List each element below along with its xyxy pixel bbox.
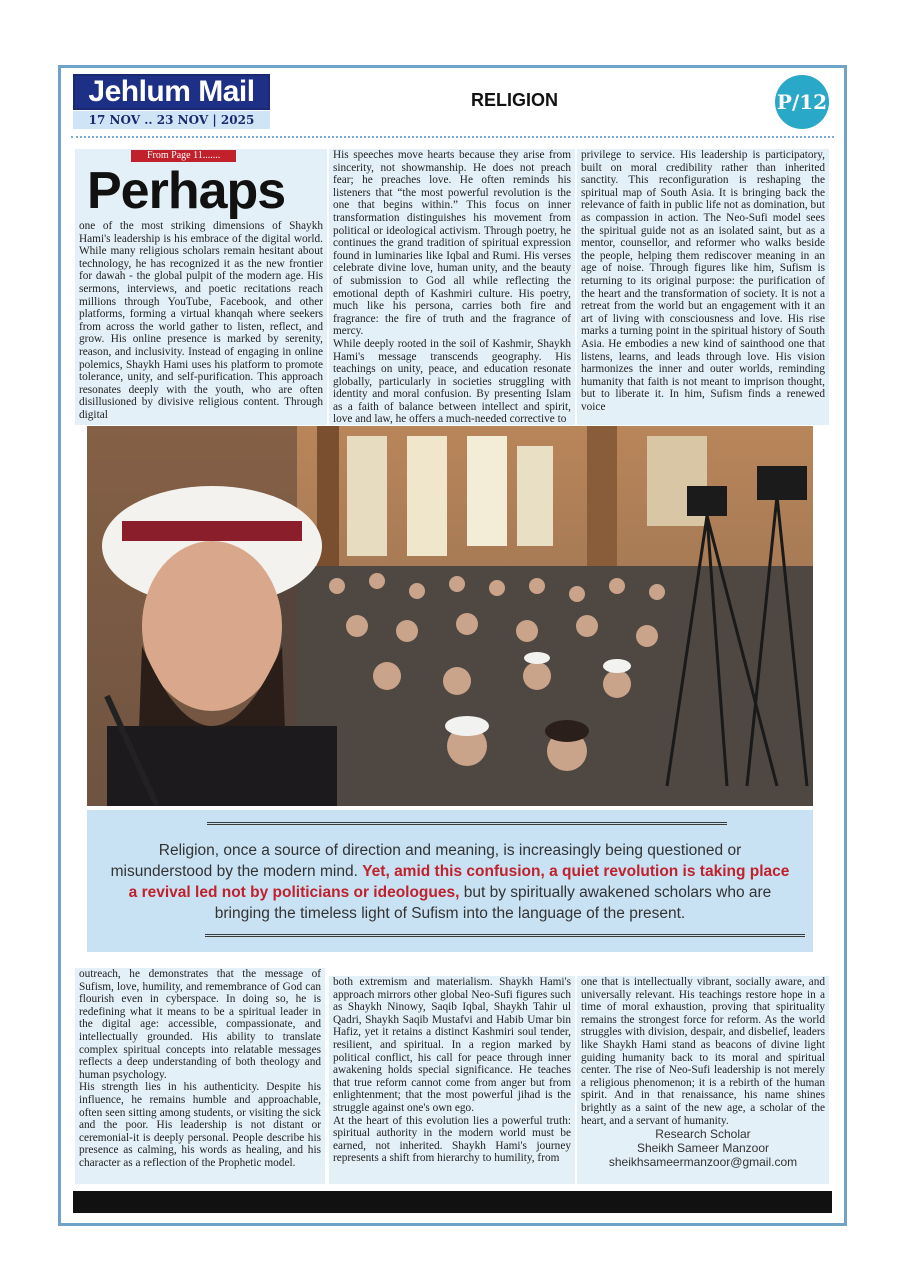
- drop-word-heading: Perhaps: [87, 162, 286, 220]
- article-column-5: [329, 976, 575, 1184]
- author-email: sheikhsameermanzoor@gmail.com: [608, 1155, 798, 1170]
- column-text: His speeches move hearts because they arise from sincerity, not showmanship. He does not preach fear; he preaches love. He often reminds his listeners that “the most powerful revolution is the one that begins within.” This focus on inner transformation distinguishes his movement from political or ideological activism. Through poetry, he continues the grand tradition of spiritual expression found in luminaries like Iqbal and Rumi. His verses celebrate divine love, human unity, and the beauty of submission to God all while reflecting the emotional depth of Kashmiri culture. His poetry, much like his persona, carries both fire and fragrance: the fire of truth and the fragrance of mercy.: [333, 149, 571, 338]
- article-column-3: [577, 149, 829, 425]
- column-text: While deeply rooted in the soil of Kashmir, Shaykh Hami's message transcends geography. His teachings on unity, peace, and education resonate globally, particularly in societies struggling with identity and moral confusion. By presenting Islam as a faith of balance between intellect and spirit, love and law, he offers a much-needed corrective to: [333, 337, 571, 425]
- article-column-4: [75, 968, 325, 1184]
- masthead: [73, 74, 270, 128]
- section-title: RELIGION: [471, 90, 559, 110]
- column-text: At the heart of this evolution lies a powerful truth: spiritual authority in the modern world must be earned, not inherited. Shaykh Hami's journey represents a shift from hierarchy to humility, from: [333, 1114, 571, 1165]
- footer-bar: [73, 1191, 832, 1213]
- article-column-1: [75, 149, 327, 425]
- newspaper-page: [58, 65, 847, 1226]
- author-title: Research Scholar: [655, 1127, 751, 1142]
- header-divider: [71, 136, 834, 138]
- article-column-6: [577, 976, 829, 1184]
- quote-rule-top: [207, 822, 727, 825]
- quote-text-end: but by spiritually awakened scholars who are bringing the timeless light of Sufism into the language of the present.: [214, 884, 772, 922]
- pull-quote-text: [107, 840, 793, 924]
- column-text: one that is intellectually vibrant, socially aware, and universally relevant. His teachings restore hope in a time of moral exhaustion, proving that spirituality remains the strongest force for reform. As the world struggles with division, despair, and disbelief, leaders like Shaykh Hami stand as beacons of divine light guiding humanity back to its moral and spiritual center. The rise of Neo-Sufi leadership is not merely a religious phenomenon; it is a rebirth of the human spirit. And in that renaissance, his name shines brightly as a saint of the new age, a scholar of the heart, and a servant of humanity.: [581, 976, 825, 1127]
- column-text: His strength lies in his authenticity. Despite his influence, he remains humble and approachable, often seen sitting among students, or visiting the sick and the poor. His leadership is not distant or ceremonial-it is deeply personal. People describe his presence as calming, his words as healing, and his character as a reflection of the Prophetic model.: [79, 1081, 321, 1169]
- issue-dateline: 17 NOV .. 23 NOV | 2025: [73, 111, 270, 129]
- quote-text-start: Religion, once a source of direction and meaning, is increasingly being questioned or misunderstood by the modern mind.: [110, 842, 742, 880]
- article-photo: [87, 426, 813, 806]
- author-signature: [581, 1127, 825, 1169]
- author-name: Sheikh Sameer Manzoor: [636, 1141, 770, 1156]
- column-text: both extremism and materialism. Shaykh Hami's approach mirrors other global Neo-Sufi figures such as Shaykh Ninowy, Saqib Iqbal, Shaykh Tahir ul Qadri, Shaykh Saqib Mustafvi and Habib Umar bin Hafiz, yet it retains a distinct Kashmiri soul tender, resilient, and spiritual. In a region marked by political conflict, his call for peace through inner awakening holds special significance. He teaches that true reform cannot come from anger but from enlightenment; that the most powerful jihad is the struggle against one's own ego.: [333, 976, 571, 1114]
- page-number-badge: P/12: [775, 75, 829, 129]
- pull-quote-box: [87, 810, 813, 952]
- column-text: privilege to service. His leadership is participatory, built on moral credibility rather than inherited sanctity. This reconfiguration is reshaping the spiritual map of South Asia. It is bringing back the relevance of faith in public life not as domination, but as compassion in action. The Neo-Sufi model sees the spiritual guide not as an isolated saint, but as a mentor, counsellor, and reformer who walks beside the people, helping them rediscover meaning in an age of noise. Through figures like him, Sufism is returning to its original purpose: the purification of the heart and the transformation of society. It is not a retreat from the world but an engagement with it an art of living with consciousness and love. His rise marks a turning point in the spiritual history of South Asia. He embodies a new kind of sainthood one that listens, learns, and leads through love. His vision harmonizes the inner and outer worlds, reminding humanity that faith is not meant to imprison thought, but to liberate it. In him, Sufism finds a renewed voice: [581, 149, 825, 413]
- photo-illustration: [87, 426, 813, 806]
- continued-from-tag: From Page 11.......: [131, 150, 236, 162]
- column-text: outreach, he demonstrates that the message of Sufism, love, humility, and remembrance of God can flourish even in cyberspace. In doing so, he is redefining what it means to be a spiritual leader in the digital age: accessible, compassionate, and intellectually grounded. His ability to translate complex spiritual concepts into relatable messages reflects a deep understanding of both theology and human psychology.: [79, 968, 321, 1081]
- newspaper-logo: Jehlum Mail: [73, 74, 270, 110]
- quote-highlight: Yet, amid this confusion, a quiet revolution is taking place a revival led not by politicians or ideologues,: [128, 863, 790, 901]
- quote-rule-bottom: [205, 934, 805, 937]
- column-text: one of the most striking dimensions of Shaykh Hami's leadership is his embrace of the digital world. While many religious scholars remain hesitant about technology, he has recognized it as the new frontier for dawah - the global pulpit of the modern age. His sermons, interviews, and poetic recitations reach millions through YouTube, Facebook, and other platforms, forming a virtual khanqah where seekers from across the world gather to listen, reflect, and grow. His online presence is marked by serenity, reason, and inclusivity. Instead of engaging in online polemics, Shaykh Hami uses his platform to promote tolerance, unity, and self-purification. This approach resonates deeply with the youth, who are often disillusioned by divisive religious content. Through digital: [79, 220, 323, 421]
- article-column-2: [329, 149, 575, 425]
